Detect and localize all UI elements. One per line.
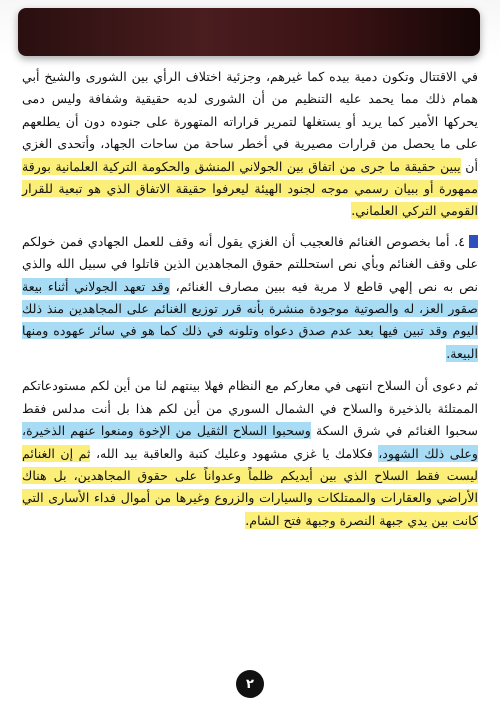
document-body (22, 66, 478, 542)
text-segment: . أما بخصوص الغنائم فالعجيب أن الغزي يقول أنه وقف للعمل الجهادي فمن خولكم على وقف الغنائم وبأي نص استحللتم حقوق المجاهدين الذين قاتلوا في سبيل الله والذي نص به نص إلهي قاطع لا مرية فيه ببين مصارف الغنائم، (22, 233, 479, 294)
highlighted-text-blue: وسحبوا السلاح الثقيل من الإخوة ومنعوا عنهم الذخيرة، وعلى ذلك الشهود، (22, 423, 478, 461)
paragraph-number: ٤ (458, 233, 465, 249)
highlighted-text-yellow: ثم إن الغنائم ليست فقط السلاح الذي بين أيديكم ظلماً وعدواناً على حقوق المجاهدين، بل هناك الأراضي والعقارات والممتلكات والسيارات والزروع وغيرها من أموال فداء الأسارى التي كانت بين يدي جبهة النصرة وجبهة فتح الشام. (22, 445, 478, 528)
highlighted-text-blue: وقد تعهد الجولاني أثناء بيعة صقور العز، له والصوتية موجودة منشرة بأنه قرر توزيع الغنائم على المجاهدين منذ ذلك اليوم وقد تبين فيها بعد عدم صدق دعواه وتلونه في ذلك كما هو في سائر عهوده ومنها البيعة. (22, 278, 478, 361)
paragraph-marker-icon (469, 235, 478, 248)
paragraph-2 (22, 231, 478, 365)
page-number: ٢ (236, 670, 264, 698)
paragraph-3 (22, 375, 478, 532)
paragraph-1 (22, 66, 478, 223)
text-segment: في الاقتتال وتكون دمية بيده كما غيرهم، وجزئية اختلاف الرأي بين الشورى والشيخ أبي همام ذلك مما يحمد عليه التنظيم من أن الشورى لديه حقيقية وشفافة وليس دمى يحركها الأمير كما يريد أو يستغلها لتمرير قراراته المتهورة على جنوده دون أن يطلعهم على ما يحصل من قرارات مصيرية في أخطر ساحة من ساحات الجهاد، وأتحدى الغزي أن (22, 69, 478, 174)
text-segment: فكلامك يا غزي مشهود وعليك كتبة والعاقبة بيد الله، (90, 445, 379, 461)
header-banner (18, 8, 480, 56)
highlighted-text-yellow: يبين حقيقة ما جرى من اتفاق بين الجولاني المنشق والحكومة التركية العلمانية بورقة ممهورة أو ببيان رسمي موجه لجنود الهيئة ليعرفوا حقيقة الاتفاق الذي هو تبعية للقرار القومي التركي العلماني. (22, 158, 478, 219)
text-segment: ثم دعوى أن السلاح انتهى في معاركم مع النظام فهلا بينتهم لنا من أين لكم مستودعاتكم الممتلئة بالذخيرة والسلاح في الشمال السوري من أين لكم هذا بل أنت مدلس فقط سحبوا الغنائم في شرق السكة (22, 378, 478, 439)
